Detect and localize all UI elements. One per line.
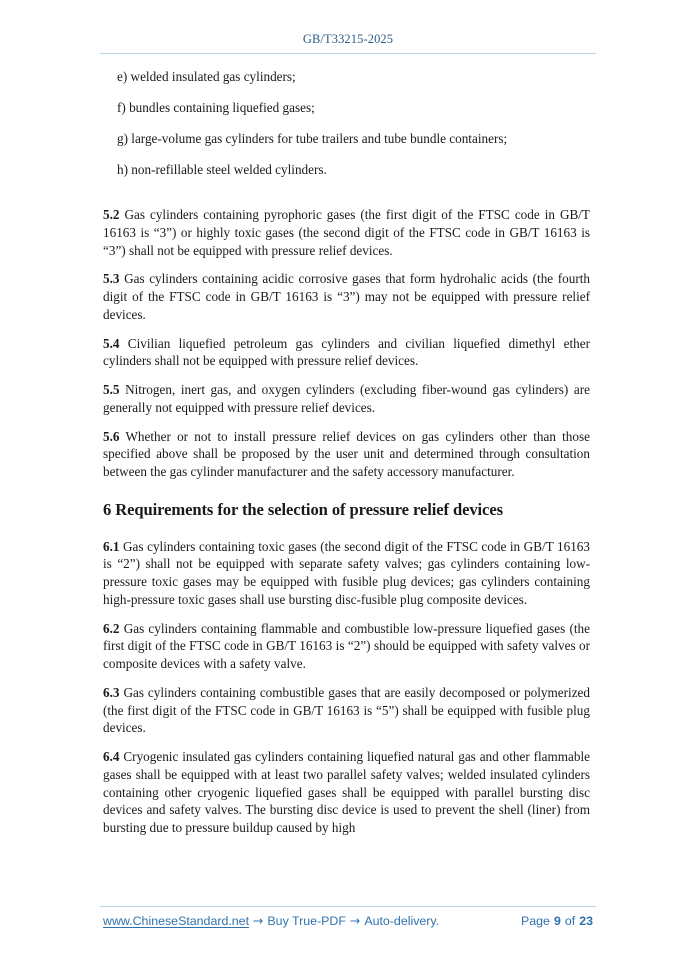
arrow-right-icon: → — [253, 913, 264, 928]
clause-number: 5.4 — [103, 335, 120, 351]
clause-text: Civilian liquefied petroleum gas cylinders and civilian liquefied dimethyl ether cylinders shall not be equipped with pressure relief devices. — [103, 335, 590, 369]
current-page-number: 9 — [553, 914, 561, 928]
alpha-list — [103, 68, 590, 192]
document-code: GB/T33215-2025 — [302, 32, 394, 46]
clause-text: Whether or not to install pressure relief devices on gas cylinders other than those specified above shall be proposed by the user unit and determined through consultation between the gas cylinder manufacturer and the safety accessory manufacturer. — [103, 428, 590, 479]
auto-delivery-label: Auto-delivery. — [364, 914, 440, 928]
page-content — [103, 68, 590, 848]
list-item: e) welded insulated gas cylinders; — [117, 69, 296, 84]
clause-number: 5.5 — [103, 382, 120, 397]
buy-true-pdf-label: Buy True-PDF — [267, 914, 346, 928]
list-item: f) bundles containing liquefied gases; — [117, 100, 315, 115]
page-header — [100, 30, 596, 48]
clause-5-3 — [103, 270, 590, 323]
footer-divider — [100, 906, 596, 907]
header-divider — [100, 53, 596, 54]
total-page-count: 23 — [579, 914, 593, 928]
clause-text: Cryogenic insulated gas cylinders containing liquefied natural gas and other flammable gases shall be equipped with at least two parallel safety valves; welded insulated cylinders containing other cryogenic liquefied gases shall be equipped with parallel bursting disc devices and safety valves. The bursting disc device is used to prevent the shell (liner) from bursting due to pressure buildup caused by high — [103, 749, 590, 836]
list-item: h) non-refillable steel welded cylinders. — [117, 162, 327, 177]
chinesestandard-link[interactable]: www.ChineseStandard.net — [103, 914, 250, 928]
section-heading-6: 6 Requirements for the selection of pressure relief devices — [103, 499, 503, 519]
clause-6-4 — [103, 748, 590, 837]
page-footer — [103, 913, 595, 928]
clause-text: Gas cylinders containing toxic gases (the second digit of the FTSC code in GB/T 16163 is “2”) shall not be equipped with separate safety valves; gas cylinders containing low-pressure toxic gases may be equipped with fusible plug devices; gas cylinders containing high-pressure toxic gases shall use bursting disc-fusible plug composite devices. — [103, 538, 590, 607]
clause-text: Nitrogen, inert gas, and oxygen cylinders (excluding fiber-wound gas cylinders) are generally not equipped with pressure relief devices. — [103, 382, 590, 415]
clause-text: Gas cylinders containing pyrophoric gases (the first digit of the FTSC code in GB/T 16163 is “3”) or highly toxic gases (the second digit of the FTSC code in GB/T 16163 is “3”) shall not be equipped with pressure relief devices. — [103, 207, 590, 258]
clause-number: 6.4 — [103, 749, 120, 765]
clause-number: 5.3 — [103, 271, 120, 287]
footer-promo — [103, 913, 439, 928]
list-item: g) large-volume gas cylinders for tube trailers and tube bundle containers; — [117, 131, 508, 146]
clause-5-2 — [103, 206, 590, 259]
clause-text: Gas cylinders containing flammable and combustible low-pressure liquefied gases (the first digit of the FTSC code in GB/T 16163 is “2”) should be equipped with safety valves or composite devices with a safety valve. — [103, 620, 590, 672]
clause-text: Gas cylinders containing combustible gases that are easily decomposed or polymerized (the first digit of the FTSC code in GB/T 16163 is “5”) shall be equipped with fusible plug devices. — [103, 684, 590, 736]
arrow-right-icon: → — [349, 913, 361, 928]
clause-6-1 — [103, 538, 590, 609]
clause-number: 6.2 — [103, 620, 120, 636]
clause-number: 6.1 — [103, 538, 120, 554]
clause-number: 6.3 — [103, 684, 120, 700]
clause-number: 5.6 — [103, 428, 120, 444]
clause-number: 5.2 — [103, 207, 120, 222]
clause-6-3 — [103, 684, 590, 737]
clause-5-5 — [103, 381, 590, 417]
clause-text: Gas cylinders containing acidic corrosive gases that form hydrohalic acids (the fourth digit of the FTSC code in GB/T 16163 is “3”) may not be equipped with pressure relief devices. — [103, 271, 590, 322]
clause-5-4 — [103, 335, 590, 371]
of-label: of — [564, 914, 576, 928]
clause-6-2 — [103, 620, 590, 673]
page-label: Page — [521, 914, 550, 928]
page-indicator — [521, 914, 595, 928]
clause-5-6 — [103, 428, 590, 481]
